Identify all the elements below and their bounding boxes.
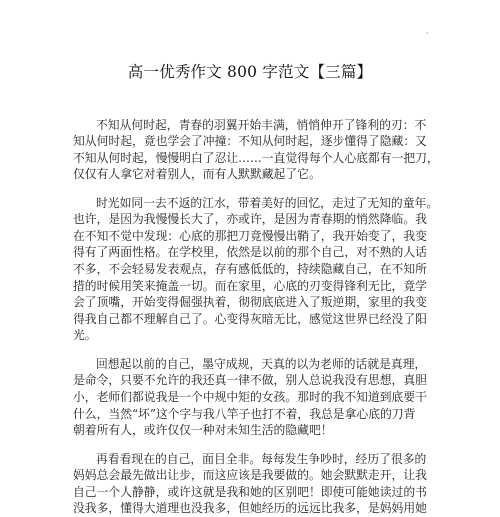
- document-title: 高一优秀作文 800 字范文【三篇】: [127, 63, 373, 81]
- body-line: 也许，是因为我慢慢长大了，亦或许，是因为青春期的悄然降临。我: [73, 212, 427, 226]
- body-line: 是命令，只要不允许的我还真一律不做，别人总说我没有思想，真胆: [73, 373, 427, 387]
- body-line: 没我多，懂得大道理也没我多，但她经历的远远比我多，是妈妈用她: [73, 501, 427, 515]
- body-line: 不知从何时起，慢慢明白了忍让……一直觉得每个人心底都有一把刀，: [73, 151, 439, 165]
- body-line: 知从何时起，竟也学会了冲撞：不知从何时起，逐步懂得了隐藏：又: [73, 134, 427, 148]
- body-line: 再看看现在的自己，面目全非。每每发生争吵时，经历了很多的: [96, 452, 427, 466]
- body-line: 仅仅有人拿它对着别人，而有人默默藏起了它。: [73, 167, 321, 181]
- corner-dot-mark: ·: [426, 29, 429, 38]
- body-line: 得有了两面性格。在学校里，依然是以前的那个自己，对不熟的人话: [73, 245, 427, 259]
- body-line: 朝着所有人，或许仅仅一种对未知生活的隐藏吧！: [73, 423, 333, 437]
- body-line: 什么，当然“坏”这个字与我八竿子也打不着，我总是拿心底的刀背: [73, 407, 416, 421]
- body-line: 得我自己都不理解自己了。心变得灰暗无比，感觉这世界已经没了阳: [73, 312, 427, 326]
- body-line: 自己一个人静静，或许这就是我和她的区别吧！即使可能她读过的书: [73, 485, 427, 499]
- body-line: 会了顶嘴，开始变得倔强执着，彻彻底底进入了叛逆期，家里的我变: [73, 295, 427, 309]
- body-line: 妈妈总会最先做出让步，而这应该是我要做的。她会默默走开，让我: [73, 468, 427, 482]
- body-line: 时光如同一去不返的江水，带着美好的回忆，走过了无知的童年。: [96, 196, 439, 210]
- body-line: 措的时候用笑来掩盖一切。而在家里，心底的刃变得锋利无比，竟学: [73, 279, 427, 293]
- body-line: 小，老师们都说我是一个中规中矩的女孩。那时的我不知道到底要干: [73, 390, 427, 404]
- body-line: 回想起以前的自己，墨守成规，天真的以为老师的话就是真理，: [96, 357, 427, 371]
- body-line: 光。: [73, 328, 97, 342]
- body-line: 在不知不觉中发现：心底的那把刀竟慢慢出鞘了，我开始变了，我变: [73, 229, 427, 243]
- body-line: 不知从何时起，青春的羽翼开始丰满，悄悄伸开了锋利的刃：不: [96, 118, 427, 132]
- body-line: 不多，不会轻易发表观点，存有感低低的，持续隐藏自己，在不知所: [73, 262, 427, 276]
